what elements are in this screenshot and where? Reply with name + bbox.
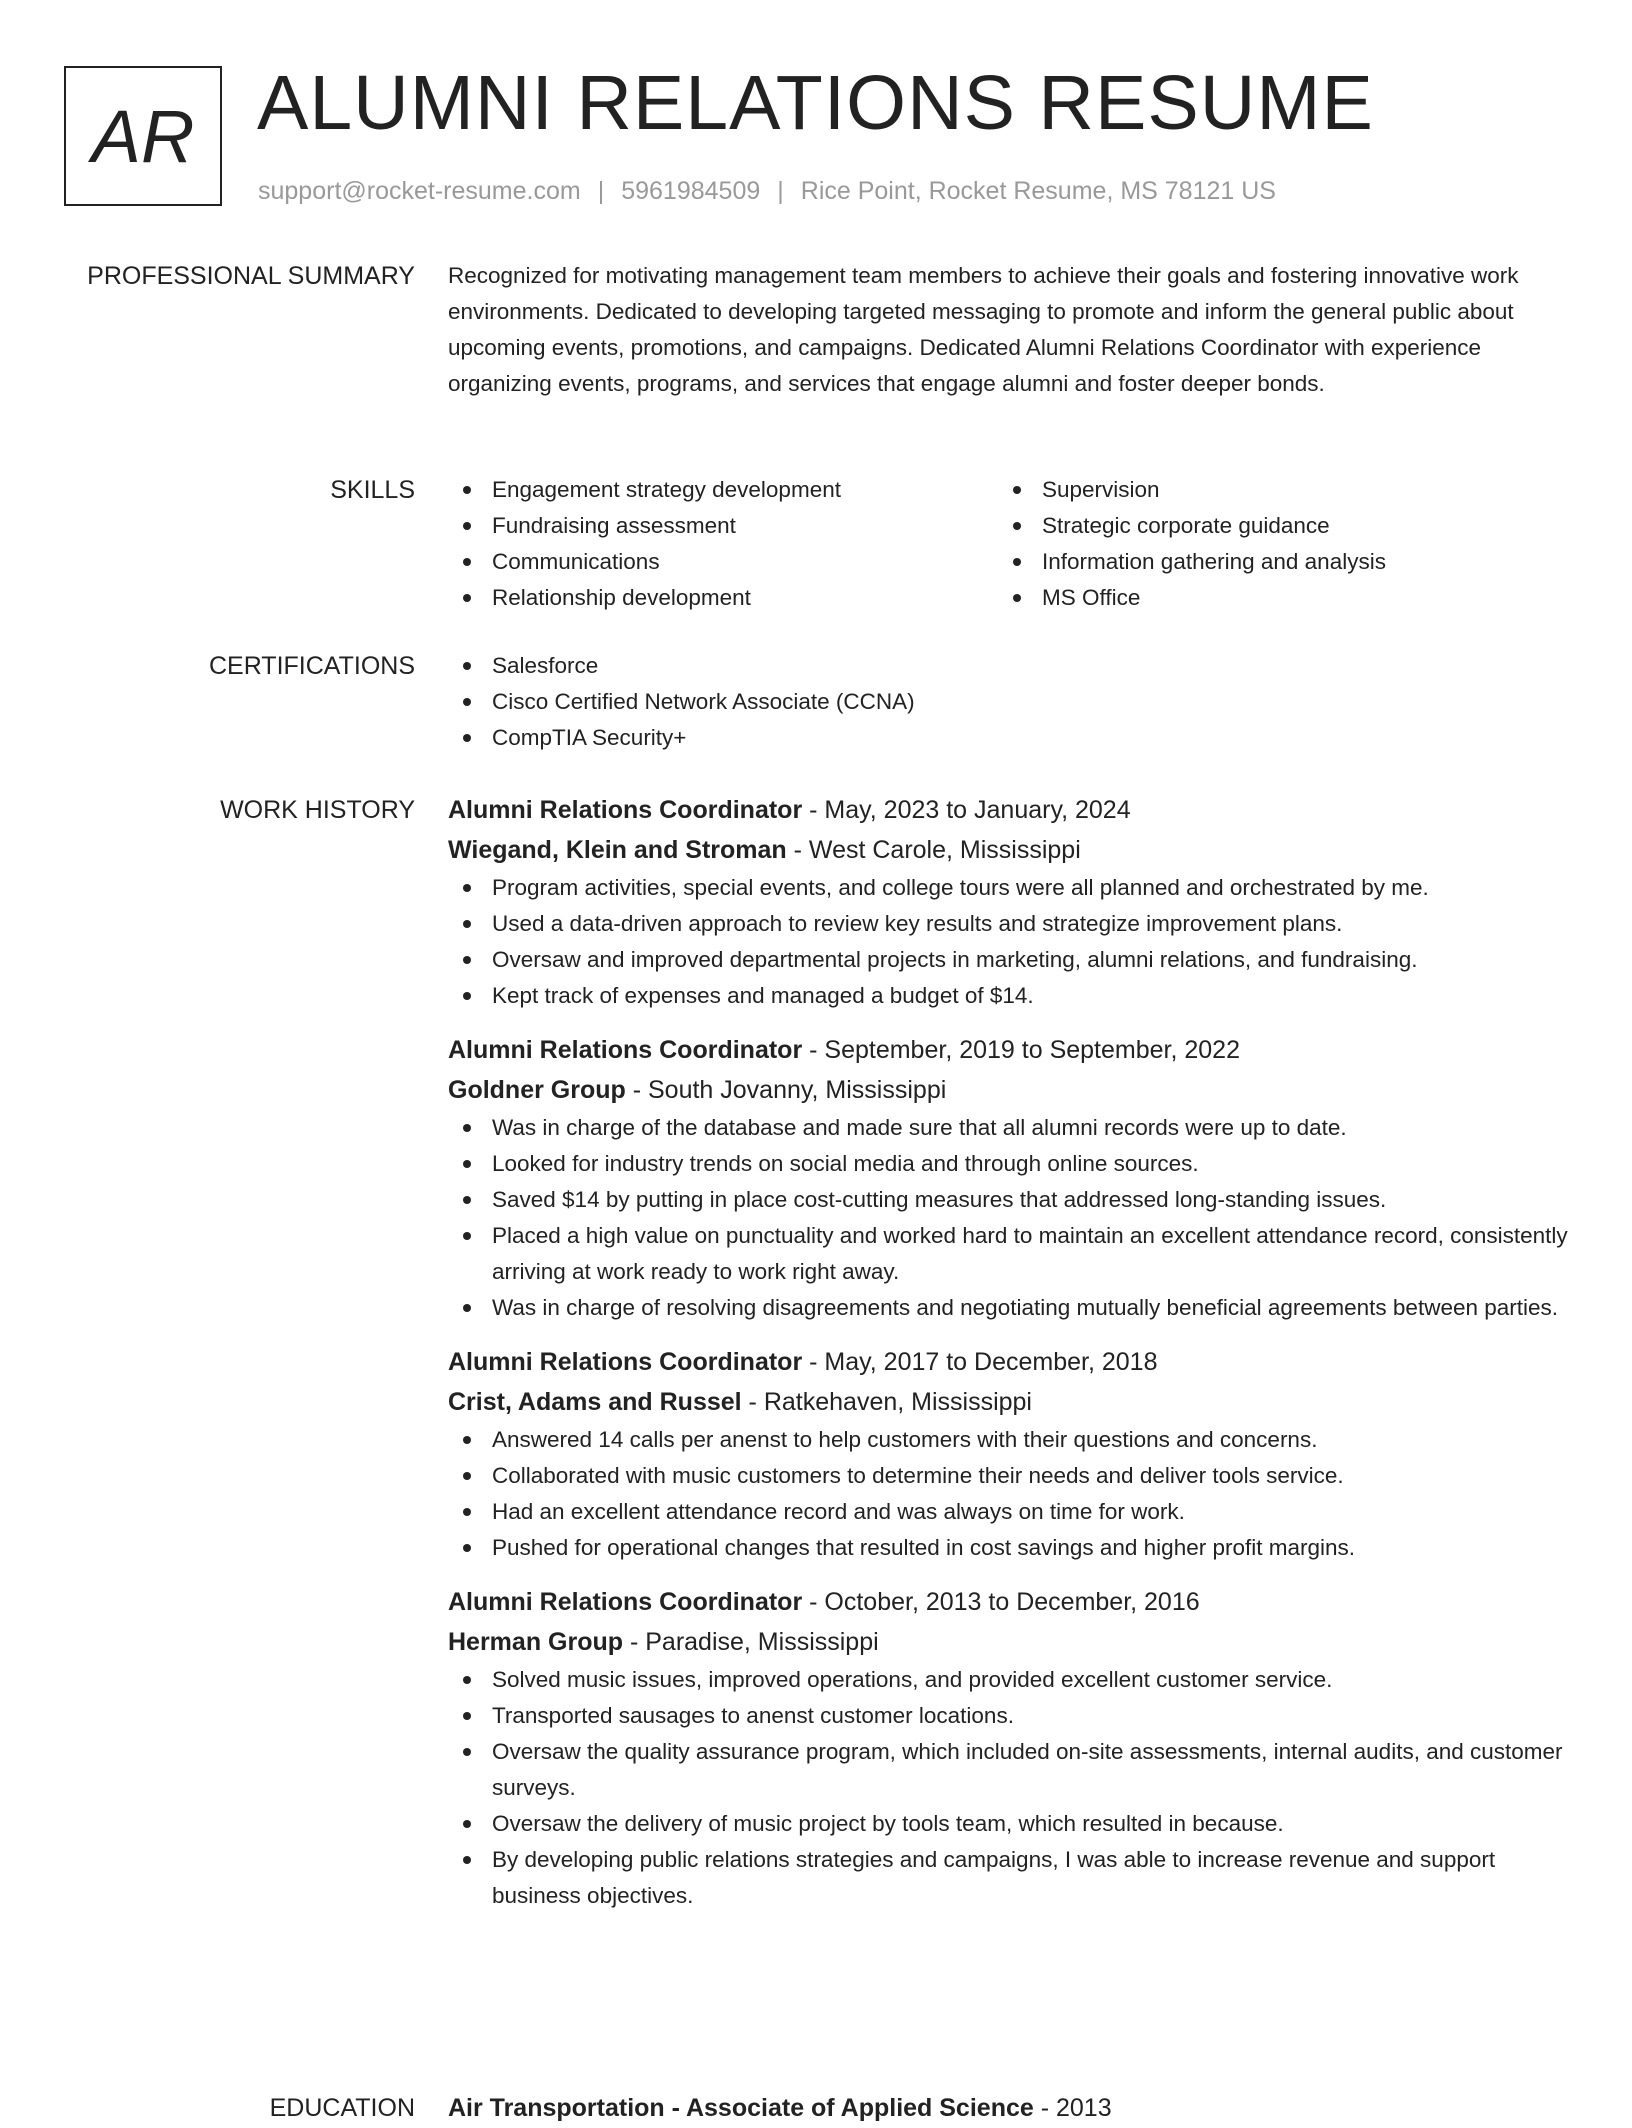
company-location: - Ratkehaven, Mississippi: [741, 1388, 1032, 1416]
skills-list: [448, 472, 998, 616]
section-label: CERTIFICATIONS: [208, 652, 415, 680]
list-item: Solved music issues, improved operations, and provided excellent customer service.: [448, 1662, 1568, 1698]
list-item: By developing public relations strategies and campaigns, I was able to increase revenue and support business objectives.: [448, 1842, 1568, 1914]
job-bullets: [448, 870, 1568, 1014]
contact-separator: |: [777, 177, 784, 205]
list-item: Placed a high value on punctuality and worked hard to maintain an excellent attendance record, consistently arriving at work ready to work right away.: [448, 1218, 1568, 1290]
job-bullets: [448, 1422, 1568, 1566]
list-item: Was in charge of the database and made sure that all alumni records were up to date.: [448, 1110, 1568, 1146]
skills-list: [998, 472, 1558, 616]
job-title-line: [448, 1030, 1568, 1070]
summary-text: Recognized for motivating management team members to achieve their goals and fostering innovative work environments. Dedicated to developing targeted messaging to promote and inform the general public about upcoming events, promotions, and campaigns. Dedicated Alumni Relations Coordinator with experience organizing events, programs, and services that engage alumni and foster deeper bonds.: [448, 263, 1519, 396]
list-item: Relationship development: [448, 580, 998, 616]
job-title-line: [448, 1342, 1568, 1382]
list-item: Saved $14 by putting in place cost-cutting measures that addressed long-standing issues.: [448, 1182, 1568, 1218]
job-bullets: [448, 1662, 1568, 1914]
initials: AR: [91, 94, 195, 178]
list-item: Used a data-driven approach to review key results and strategize improvement plans.: [448, 906, 1568, 942]
job-company-line: [448, 1070, 1568, 1110]
job-title: Alumni Relations Coordinator: [448, 1588, 803, 1616]
list-item: Communications: [448, 544, 998, 580]
education-entry: [448, 2088, 1568, 2128]
list-item: Strategic corporate guidance: [998, 508, 1558, 544]
company-name: Goldner Group: [448, 1076, 626, 1104]
job-dates: - September, 2019 to September, 2022: [802, 1036, 1240, 1064]
list-item: Fundraising assessment: [448, 508, 998, 544]
job-title: Alumni Relations Coordinator: [448, 1348, 803, 1376]
job-entry: [448, 1582, 1568, 1914]
list-item: Looked for industry trends on social media and through online sources.: [448, 1146, 1568, 1182]
job-company-line: [448, 830, 1568, 870]
section-label: PROFESSIONAL SUMMARY: [87, 262, 415, 290]
company-name: Crist, Adams and Russel: [448, 1388, 742, 1416]
job-title: Alumni Relations Coordinator: [448, 796, 803, 824]
company-name: Herman Group: [448, 1628, 624, 1656]
job-dates: - May, 2023 to January, 2024: [802, 796, 1131, 824]
list-item: Oversaw and improved departmental projects in marketing, alumni relations, and fundraising.: [448, 942, 1568, 978]
job-title-line: [448, 1582, 1568, 1622]
list-item: Pushed for operational changes that resulted in cost savings and higher profit margins.: [448, 1530, 1568, 1566]
list-item: Program activities, special events, and college tours were all planned and orchestrated by me.: [448, 870, 1568, 906]
list-item: Kept track of expenses and managed a budget of $14.: [448, 978, 1568, 1014]
contact-separator: |: [597, 177, 605, 205]
list-item: Salesforce: [448, 648, 1568, 684]
company-location: - Paradise, Mississippi: [623, 1628, 879, 1656]
section-label: EDUCATION: [269, 2094, 415, 2122]
education-year: - 2013: [1033, 2094, 1112, 2122]
list-item: MS Office: [998, 580, 1558, 616]
jobs-container: [448, 790, 1568, 1930]
resume-title: ALUMNI RELATIONS RESUME: [257, 60, 1374, 146]
job-company-line: [448, 1622, 1568, 1662]
company-location: - South Jovanny, Mississippi: [625, 1076, 947, 1104]
contact-line: [258, 175, 1276, 207]
list-item: Cisco Certified Network Associate (CCNA): [448, 684, 1568, 720]
list-item: CompTIA Security+: [448, 720, 1568, 756]
job-entry: [448, 1342, 1568, 1566]
job-dates: - October, 2013 to December, 2016: [802, 1588, 1200, 1616]
list-item: Oversaw the quality assurance program, which included on-site assessments, internal audits, and customer surveys.: [448, 1734, 1568, 1806]
job-entry: [448, 1030, 1568, 1326]
list-item: Oversaw the delivery of music project by tools team, which resulted in because.: [448, 1806, 1568, 1842]
contact-email: support@rocket-resume.com: [258, 177, 581, 205]
job-title-line: [448, 790, 1568, 830]
contact-phone: 5961984509: [621, 177, 761, 205]
contact-address: Rice Point, Rocket Resume, MS 78121 US: [800, 177, 1276, 205]
job-dates: - May, 2017 to December, 2018: [802, 1348, 1158, 1376]
certifications-list: [448, 648, 1568, 756]
list-item: Transported sausages to anenst customer locations.: [448, 1698, 1568, 1734]
company-location: - West Carole, Mississippi: [786, 836, 1081, 864]
job-bullets: [448, 1110, 1568, 1326]
list-item: Supervision: [998, 472, 1558, 508]
section-label: SKILLS: [330, 476, 415, 504]
list-item: Engagement strategy development: [448, 472, 998, 508]
job-entry: [448, 790, 1568, 1014]
list-item: Had an excellent attendance record and was always on time for work.: [448, 1494, 1568, 1530]
company-name: Wiegand, Klein and Stroman: [448, 836, 787, 864]
job-title: Alumni Relations Coordinator: [448, 1036, 803, 1064]
list-item: Answered 14 calls per anenst to help customers with their questions and concerns.: [448, 1422, 1568, 1458]
list-item: Was in charge of resolving disagreements and negotiating mutually beneficial agreements between parties.: [448, 1290, 1568, 1326]
job-company-line: [448, 1382, 1568, 1422]
degree: Air Transportation - Associate of Applied Science: [448, 2094, 1034, 2122]
list-item: Information gathering and analysis: [998, 544, 1558, 580]
list-item: Collaborated with music customers to determine their needs and deliver tools service.: [448, 1458, 1568, 1494]
section-label: WORK HISTORY: [220, 796, 415, 824]
monogram-logo: [64, 66, 222, 206]
